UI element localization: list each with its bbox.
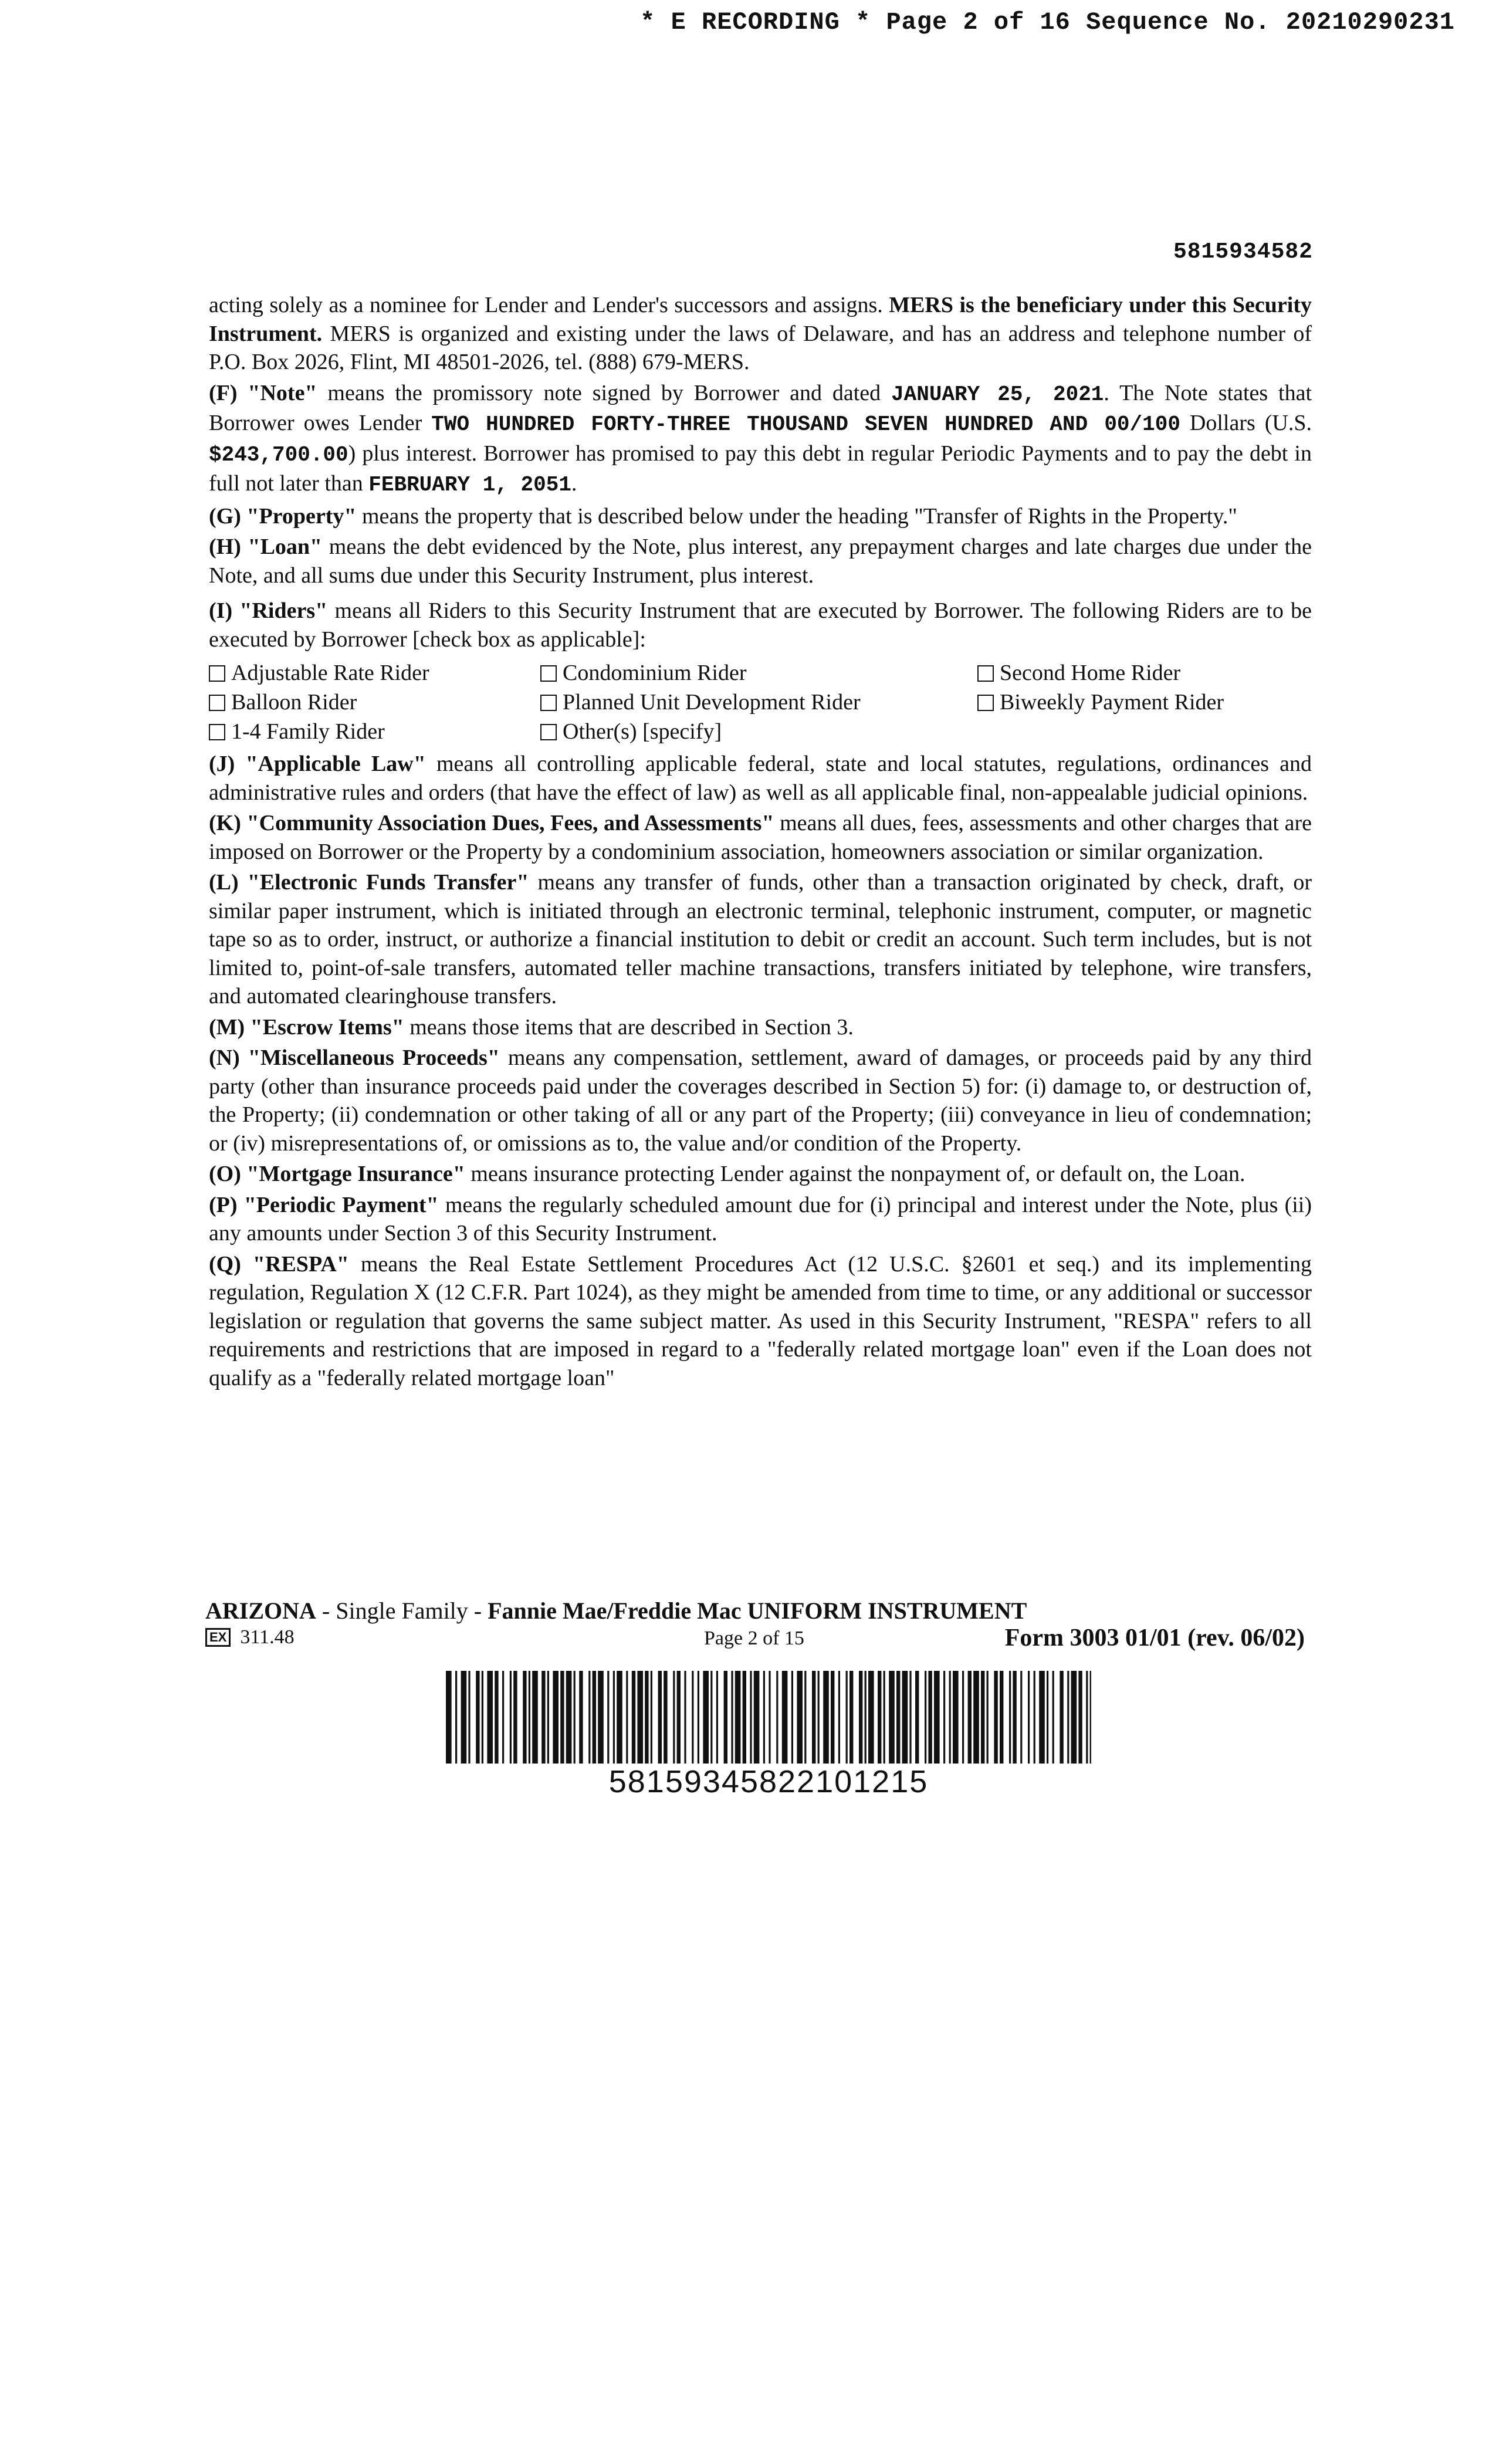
escrow-items-label: (M) "Escrow Items" [209,1014,404,1040]
applicable-law-label: (J) "Applicable Law" [209,752,426,776]
note-text-5: . [571,471,577,496]
rider-option-label: Second Home Rider [1000,661,1181,685]
respa-label: (Q) "RESPA" [209,1251,349,1277]
loan-definition [209,533,1312,590]
misc-proceeds-label: (N) "Miscellaneous Proceeds" [209,1045,500,1070]
note-date: JANUARY 25, 2021 [891,382,1104,407]
eft-text: means any transfer of funds, other than a transaction originated by check, draft, or similar paper instrument, which is initiated through an electronic terminal, telephonic instrument, computer, or magnetic tape so as to order, instruct, or authorize a financial institution to debit or credit an account. Such term includes, but is not limited to, point-of-sale transfers, automated teller machine transactions, transfers initiated by telephone, wire transfers, and automated clearinghouse transfers. [209,870,1312,1008]
checkbox-icon[interactable] [977,695,994,711]
escrow-items-definition [209,1013,1312,1042]
property-text: means the property that is described below under the heading "Transfer of Rights in the Property." [356,503,1237,529]
intro-text-2: MERS is organized and existing under the laws of Delaware, and has an address and telephone number of P.O. Box 2026, Flint, MI 48501-2026, tel. (888) 679-MERS. [209,321,1312,374]
rider-option[interactable] [540,658,977,688]
rider-option-label: Condominium Rider [563,661,747,685]
rider-option[interactable] [977,658,1312,688]
misc-proceeds-definition [209,1044,1312,1157]
recording-header: * E RECORDING * Page 2 of 16 Sequence No. 20210290231 [640,8,1455,36]
rider-option[interactable] [540,717,977,746]
intro-text: acting solely as a nominee for Lender and Lender's successors and assigns. [209,293,889,317]
applicable-law-definition [209,750,1312,807]
rider-option[interactable] [209,717,540,746]
rider-option-label: 1-4 Family Rider [231,719,385,744]
checkbox-icon[interactable] [540,724,557,740]
note-text-4: ) plus interest. Borrower has promised to pay this debt in regular Periodic Payments and to pay the debt in full not later than [209,441,1312,496]
note-label: (F) "Note" [209,380,317,405]
rider-option[interactable] [209,688,540,717]
applicable-law-text: means all controlling applicable federal, state and local statutes, regulations, ordinances and administrative rules and orders (that have the effect of law) as well as all applicable final, non-appealable judicial opinions. [209,752,1312,805]
form-state: ARIZONA [205,1597,316,1624]
periodic-payment-definition [209,1191,1312,1248]
mers-beneficiary-statement: MERS is the beneficiary under this Security Instrument. [209,293,1312,346]
ex-logo-icon: EX [205,1628,231,1647]
checkbox-icon[interactable] [977,665,994,682]
respa-text: means the Real Estate Settlement Procedures Act (12 U.S.C. §2601 et seq.) and its implementing regulation, Regulation X (12 C.F.R. Part 1024), as they might be amended from time to time, or any additional or successor legislation or regulation that governs the same subject matter. As used in this Security Instrument, "RESPA" refers to all requirements and restrictions that are imposed in regard to a "federally related mortgage loan" even if the Loan does not qualify as a "federally related mortgage loan" [209,1251,1312,1390]
mortgage-insurance-definition [209,1160,1312,1189]
form-code [205,1626,295,1649]
loan-amount: $243,700.00 [209,442,348,467]
respa-definition [209,1250,1312,1393]
loan-amount-words: TWO HUNDRED FORTY-THREE THOUSAND SEVEN HUNDRED AND 00/100 [431,412,1180,436]
loan-text: means the debt evidenced by the Note, plus interest, any prepayment charges and late charges due under the Note, and all sums due under this Security Instrument, plus interest. [209,534,1312,588]
checkbox-icon[interactable] [209,695,225,711]
misc-proceeds-text: means any compensation, settlement, award of damages, or proceeds paid by any third party (other than insurance proceeds paid under the coverages described in Section 5) for: (i) damage to, or destruction of, the Property; (ii) condemnation or other taking of all or any part of the Property; (iii) conveyance in lieu of condemnation; or (iv) misrepresentations of, or omissions as to, the value and/or condition of the Property. [209,1045,1312,1156]
eft-label: (L) "Electronic Funds Transfer" [209,870,529,895]
riders-definition [209,597,1312,654]
property-label: (G) "Property" [209,503,357,529]
checkbox-icon[interactable] [540,665,557,682]
periodic-payment-text: means the regularly scheduled amount due for (i) principal and interest under the Note, plus (ii) any amounts under Section 3 of this Security Instrument. [209,1192,1312,1245]
note-text-3: Dollars (U.S. [1180,411,1312,435]
rider-option-label: Balloon Rider [231,690,357,715]
loan-number: 5815934582 [1173,239,1313,265]
barcode [446,1671,1091,1764]
riders-checklist [209,658,1312,746]
form-title [205,1597,1027,1624]
form-code-number: 311.48 [240,1626,295,1648]
form-instrument: Fannie Mae/Freddie Mac UNIFORM INSTRUMENT [488,1597,1027,1624]
community-association-definition [209,809,1312,866]
checkbox-icon[interactable] [209,665,225,682]
riders-label: (I) "Riders" [209,598,328,623]
form-number: Form 3003 01/01 (rev. 06/02) [1004,1624,1305,1651]
document-body [209,291,1312,1392]
rider-option-label: Planned Unit Development Rider [563,690,861,715]
mortgage-insurance-text: means insurance protecting Lender against the nonpayment of, or default on, the Loan. [465,1162,1245,1186]
community-association-label: (K) "Community Association Dues, Fees, and Assessments" [209,811,774,835]
rider-option[interactable] [540,688,977,717]
rider-option[interactable] [977,688,1312,717]
form-type: - Single Family - [316,1597,488,1624]
community-association-text: means all dues, fees, assessments and other charges that are imposed on Borrower or the Property by a condominium association, homeowners association or similar organization. [209,811,1312,864]
mortgage-insurance-label: (O) "Mortgage Insurance" [209,1162,465,1186]
rider-option-label: Adjustable Rate Rider [231,661,429,685]
note-definition [209,379,1312,500]
intro-paragraph [209,291,1312,377]
checkbox-icon[interactable] [209,724,225,740]
rider-option[interactable] [209,658,540,688]
periodic-payment-label: (P) "Periodic Payment" [209,1192,439,1217]
barcode-number: 58159345822101215 [608,1764,929,1799]
eft-definition [209,868,1312,1011]
loan-label: (H) "Loan" [209,534,323,559]
page-number: Page 2 of 15 [704,1627,804,1649]
riders-text: means all Riders to this Security Instrument that are executed by Borrower. The following Riders are to be executed by Borrower [check box as applicable]: [209,598,1312,652]
property-definition [209,502,1312,531]
maturity-date: FEBRUARY 1, 2051 [368,473,571,497]
checkbox-icon[interactable] [540,695,557,711]
note-text: means the promissory note signed by Borrower and dated [317,380,892,405]
rider-option-label: Biweekly Payment Rider [1000,690,1224,715]
note-text-2: . The Note states that Borrower owes Lender [209,380,1312,435]
escrow-items-text: means those items that are described in Section 3. [404,1014,854,1040]
rider-option-label: Other(s) [specify] [563,719,722,744]
